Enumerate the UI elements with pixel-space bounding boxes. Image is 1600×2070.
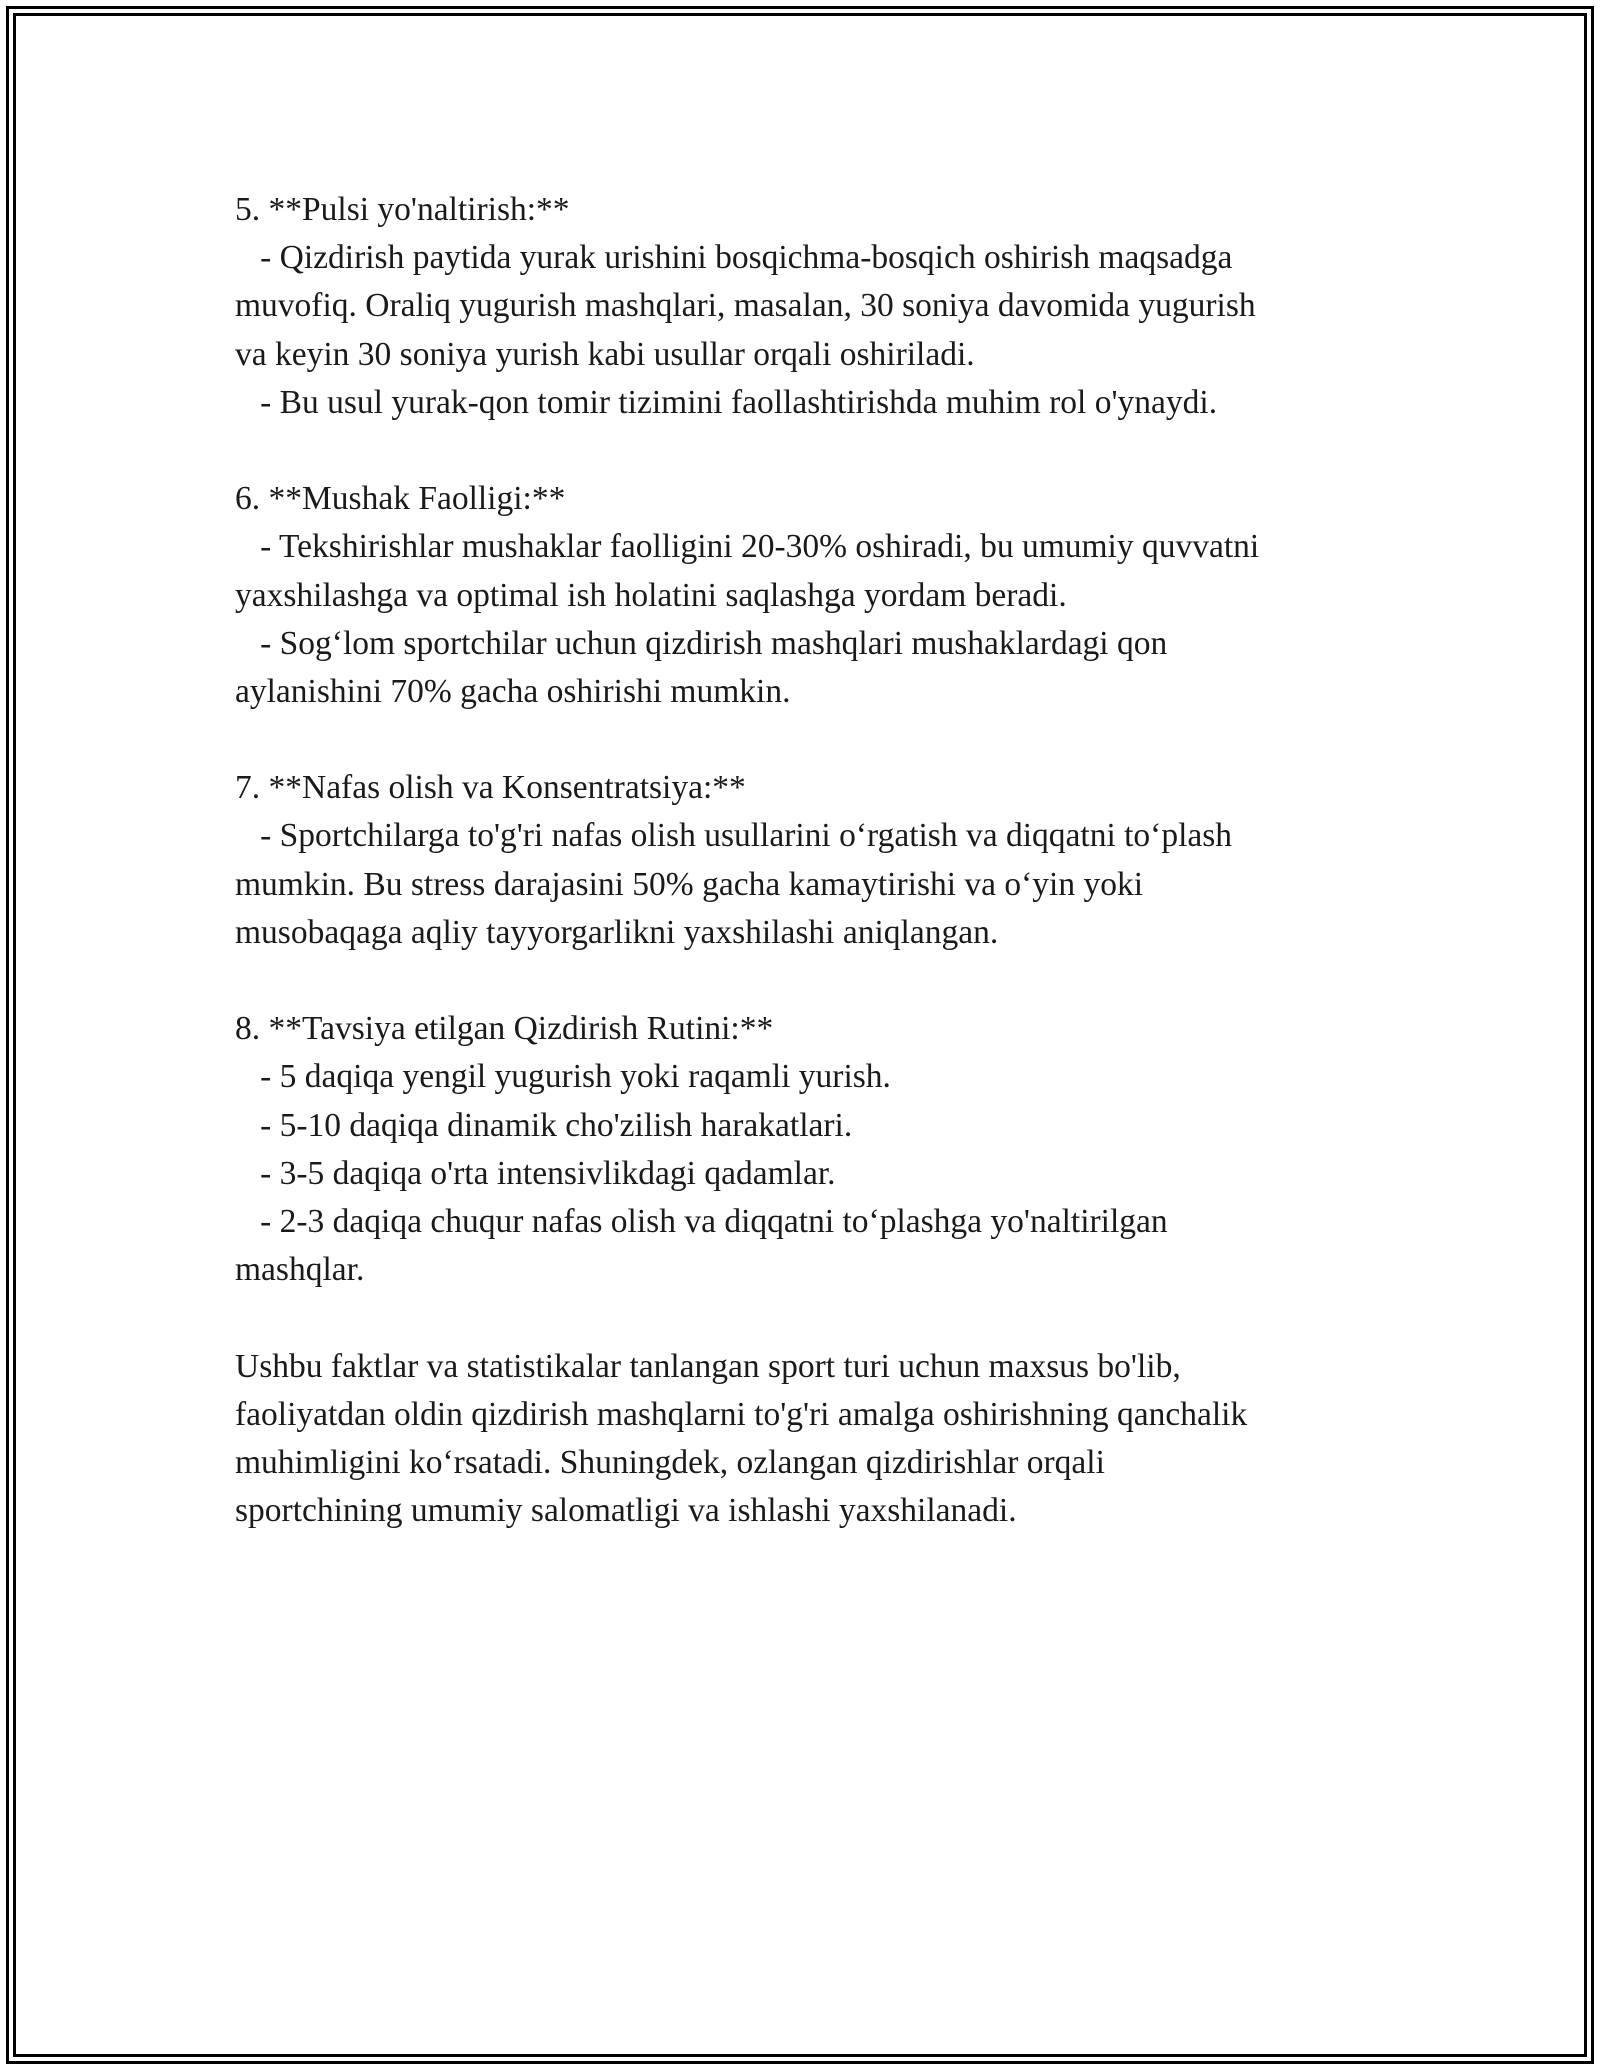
text-line: musobaqaga aqliy tayyorgarlikni yaxshilashi aniqlangan.	[235, 913, 999, 951]
list-item: - 5-10 daqiqa dinamik cho'zilish harakatlari.	[235, 1106, 853, 1144]
text-line: sportchining umumiy salomatligi va ishlashi yaxshilanadi.	[235, 1492, 1017, 1530]
list-item: - 3-5 daqiqa o'rta intensivlikdagi qadamlar.	[235, 1154, 836, 1192]
paragraph-spacer	[235, 1294, 1395, 1342]
text-line: yaxshilashga va optimal ish holatini saqlashga yordam beradi.	[235, 576, 1067, 614]
section-heading: 7. **Nafas olish va Konsentratsiya:**	[235, 769, 746, 807]
text-line: faoliyatdan oldin qizdirish mashqlarni to'g'ri amalga oshirishning qanchalik	[235, 1395, 1248, 1433]
text-line: va keyin 30 soniya yurish kabi usullar orqali oshiriladi.	[235, 335, 975, 373]
paragraph-spacer	[235, 716, 1395, 764]
section-heading: 6. **Mushak Faolligi:**	[235, 480, 566, 518]
list-item: - 5 daqiqa yengil yugurish yoki raqamli yurish.	[235, 1058, 891, 1096]
conclusion-paragraph	[235, 1343, 1395, 1536]
section-breathing	[235, 764, 1395, 957]
list-item: - 2-3 daqiqa chuqur nafas olish va diqqatni to‘plashga yo'naltirilgan	[235, 1202, 1168, 1240]
document-body	[235, 186, 1395, 1535]
paragraph-spacer	[235, 957, 1395, 1005]
text-line: mumkin. Bu stress darajasini 50% gacha kamaytirishi va o‘yin yoki	[235, 865, 1144, 903]
section-heading: 5. **Pulsi yo'naltirish:**	[235, 191, 570, 228]
paragraph-spacer	[235, 427, 1395, 475]
section-pulse	[235, 186, 1395, 427]
section-routine	[235, 1005, 1395, 1294]
text-line: - Sog‘lom sportchilar uchun qizdirish mashqlari mushaklardagi qon	[235, 624, 1168, 662]
text-line: - Qizdirish paytida yurak urishini bosqichma-bosqich oshirish maqsadga	[235, 239, 1233, 277]
text-line: - Sportchilarga to'g'ri nafas olish usullarini o‘rgatish va diqqatni to‘plash	[235, 817, 1233, 855]
text-line: Ushbu faktlar va statistikalar tanlangan sport turi uchun maxsus bo'lib,	[235, 1347, 1181, 1385]
text-line: - Tekshirishlar mushaklar faolligini 20-30% oshiradi, bu umumiy quvvatni	[235, 528, 1260, 566]
text-line: muvofiq. Oraliq yugurish mashqlari, masalan, 30 soniya davomida yugurish	[235, 287, 1256, 325]
section-muscle-activity	[235, 475, 1395, 716]
text-line: muhimligini ko‘rsatadi. Shuningdek, ozlangan qizdirishlar orqali	[235, 1443, 1105, 1481]
text-line: - Bu usul yurak-qon tomir tizimini faollashtirishda muhim rol o'ynaydi.	[235, 383, 1218, 421]
section-heading: 8. **Tavsiya etilgan Qizdirish Rutini:**	[235, 1010, 774, 1048]
text-line: aylanishini 70% gacha oshirishi mumkin.	[235, 672, 791, 710]
text-line: mashqlar.	[235, 1251, 365, 1289]
